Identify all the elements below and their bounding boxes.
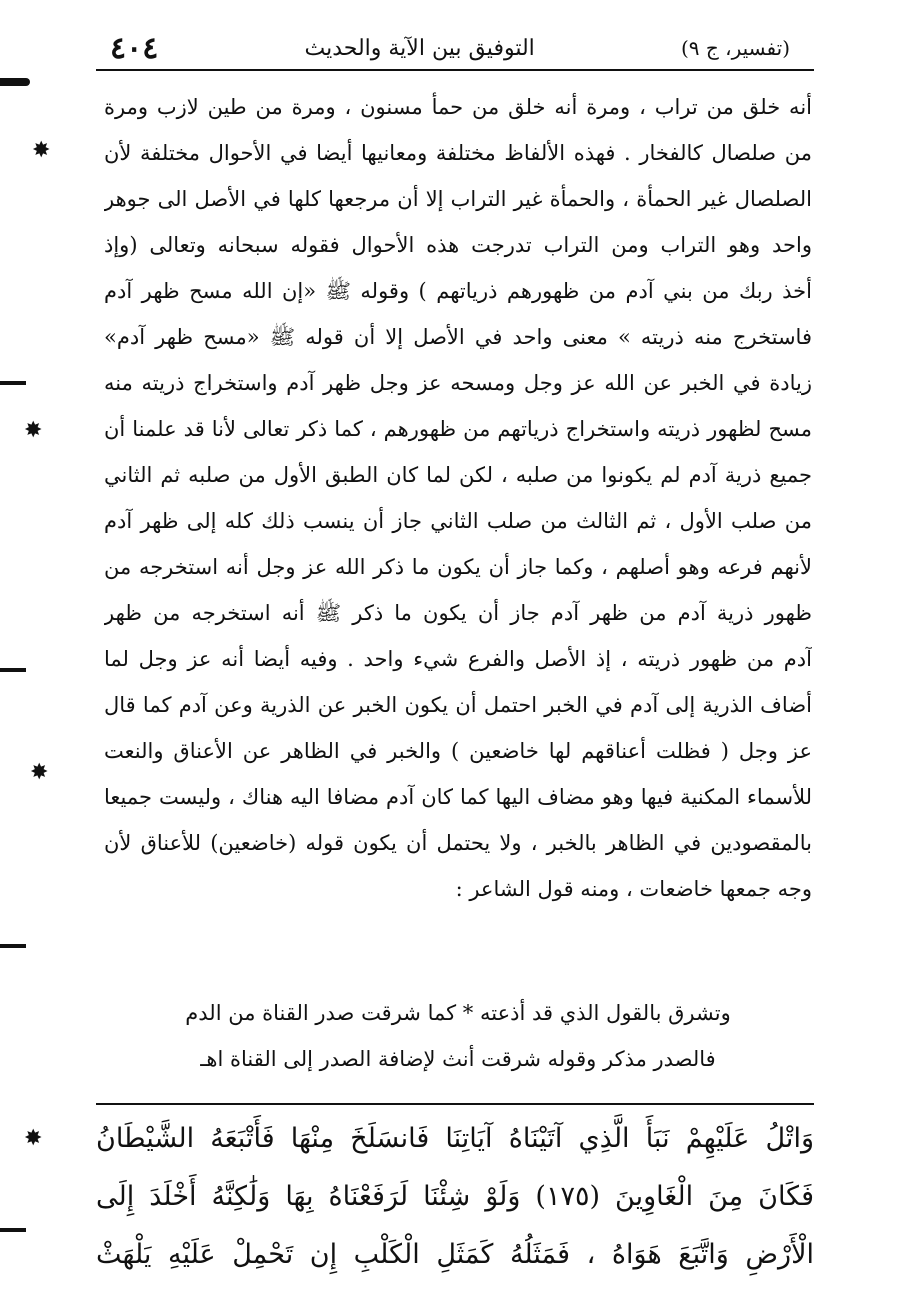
body-line: وجه جمعها خاضعات ، ومنه قول الشاعر : xyxy=(455,877,812,901)
quran-line: وَاتْلُ عَلَيْهِمْ نَبَأَ الَّذِي آتَيْنَاهُ آيَاتِنَا فَانسَلَخَ مِنْهَا فَأَتْبَعَهُ الشَّيْطَانُ xyxy=(96,1123,814,1154)
body-line: فاستخرج منه ذريته » معنى واحد في الأصل إلا أن قوله ﷺ «مسح ظهر آدم» xyxy=(104,325,812,349)
body-line: للأسماء المكنية فيها وهو مضاف اليها كما كان آدم مضافا اليه هناك ، وليست جميعا xyxy=(104,785,812,809)
body-line: بالمقصودين في الظاهر بالخبر ، ولا يحتمل أن يكون قوله (خاضعين) للأعناق لأن xyxy=(104,831,812,855)
margin-star-mark: ✸ xyxy=(30,760,49,785)
margin-star-mark: ✸ xyxy=(32,138,51,163)
quran-line: فَكَانَ مِنَ الْغَاوِينَ (١٧٥) وَلَوْ شِئْنَا لَرَفَعْنَاهُ بِهَا وَلَٰكِنَّهُ أَخْلَدَ إِلَى xyxy=(96,1181,814,1212)
body-line: أنه خلق من تراب ، ومرة أنه خلق من حمأ مسنون ، ومرة من طين لازب ومرة xyxy=(104,95,812,119)
running-title: التوفيق بين الآية والحديث xyxy=(304,35,535,61)
page-number: ٤٠٤ xyxy=(110,30,159,66)
verse-line: فالصدر مذكر وقوله شرقت أنث لإضافة الصدر إلى القناة اهـ xyxy=(200,1047,716,1071)
body-line: جميع ذرية آدم لم يكونوا من صلبه ، لكن لما كان الطبق الأول من صلبه ثم الثاني xyxy=(104,463,812,487)
body-line: ظهور ذرية آدم من ظهر آدم جاز أن يكون ما ذكر ﷺ أنه استخرجه من ظهر xyxy=(104,601,812,625)
quran-line: الْأَرْضِ وَاتَّبَعَ هَوَاهُ ، فَمَثَلُهُ كَمَثَلِ الْكَلْبِ إِن تَحْمِلْ عَلَيْهِ يَلْهَثْ xyxy=(96,1239,814,1270)
volume-reference: (تفسير، ج ٩) xyxy=(680,36,790,60)
margin-bar-mark xyxy=(0,944,26,948)
body-line: مسح لظهور ذريته واستخراج ذرياتهم من ظهورهم ، كما ذكر تعالى لأنا قد علمنا أن xyxy=(104,417,812,441)
body-line: واحد وهو التراب ومن التراب تدرجت هذه الأحوال فقوله سبحانه وتعالى (وإذ xyxy=(104,233,812,257)
verse-line: وتشرق بالقول الذي قد أذعته * كما شرقت صدر القناة من الدم xyxy=(185,1001,731,1025)
quran-text xyxy=(96,1110,814,1284)
margin-bar-mark xyxy=(0,381,26,385)
body-line: أخذ ربك من بني آدم من ظهورهم ذرياتهم ) وقوله ﷺ «إن الله مسح ظهر آدم xyxy=(104,279,812,303)
margin-star-mark: ✸ xyxy=(24,1126,43,1151)
poetry-citation xyxy=(104,990,812,1082)
body-line: الصلصال غير الحمأة ، والحمأة غير التراب إلا أن مرجعها كلها في الأصل الى جوهر xyxy=(104,187,812,211)
margin-bar-mark xyxy=(0,78,30,86)
body-line: من صلب الأول ، ثم الثالث من صلب الثاني جاز أن ينسب ذلك كله إلى ظهر آدم xyxy=(104,509,812,533)
margin-bar-mark xyxy=(0,668,26,672)
page-header xyxy=(110,28,790,68)
margin-bar-mark xyxy=(0,1228,26,1232)
body-line: زيادة في الخبر عن الله عز وجل ومسحه عز وجل ظهر آدم واستخراج ذريته منه xyxy=(104,371,812,395)
body-line: من صلصال كالفخار . فهذه الألفاظ مختلفة ومعانيها أيضا في الأحوال مختلفة لأن xyxy=(104,141,812,165)
body-text xyxy=(104,84,812,912)
body-line: عز وجل ( فظلت أعناقهم لها خاضعين ) والخبر في الظاهر عن الأعناق والنعت xyxy=(104,739,812,763)
body-line: لأنهم فرعه وهو أصلهم ، وكما جاز أن يكون ما ذكر الله عز وجل أنه استخرجه من xyxy=(104,555,812,579)
body-line: آدم من ظهور ذريته ، إذ الأصل والفرع شيء واحد . وفيه أيضا أنه عز وجل لما xyxy=(104,647,812,671)
body-line: أضاف الذرية إلى آدم في الخبر احتمل أن يكون الخبر عن الذرية وعن آدم كما قال xyxy=(104,693,812,717)
header-rule xyxy=(96,69,814,71)
section-rule xyxy=(96,1103,814,1105)
margin-star-mark: ✸ xyxy=(24,418,43,443)
